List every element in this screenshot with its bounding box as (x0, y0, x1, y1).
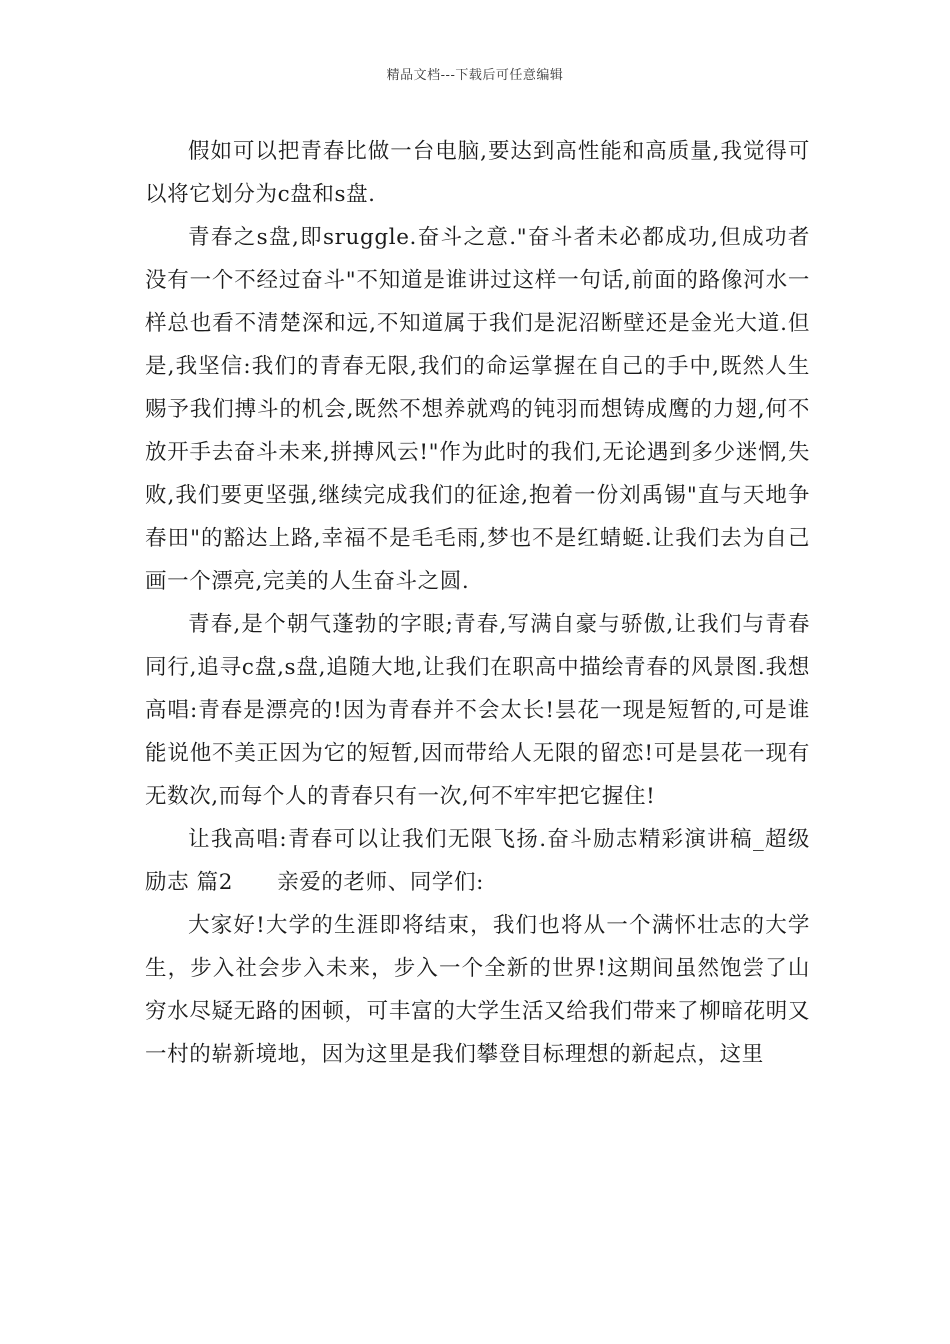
paragraph-4: 让我高唱:青春可以让我们无限飞扬.奋斗励志精彩演讲稿_超级励志 篇2 亲爱的老师、同学们: (145, 827, 810, 895)
paragraph-1: 假如可以把青春比做一台电脑,要达到高性能和高质量,我觉得可以将它划分为c盘和s盘. (145, 139, 810, 207)
page-header: 精品文档---下载后可任意编辑 (386, 68, 564, 83)
document-body (145, 130, 810, 1076)
paragraph-3: 青春,是个朝气蓬勃的字眼;青春,写满自豪与骄傲,让我们与青春同行,追寻c盘,s盘,追随大地,让我们在职高中描绘青春的风景图.我想高唱:青春是漂亮的!因为青春并不会太长!昙花一现是短暂的,可是谁能说他不美正因为它的短暂,因而带给人无限的留恋!可是昙花一现有无数次,而每个人的青春只有一次,何不牢牢把它握住! (145, 612, 810, 809)
paragraph-2: 青春之s盘,即sruggle.奋斗之意."奋斗者未必都成功,但成功者没有一个不经过奋斗"不知道是谁讲过这样一句话,前面的路像河水一样总也看不清楚深和远,不知道属于我们是泥沼断壁还是金光大道.但是,我坚信:我们的青春无限,我们的命运掌握在自己的手中,既然人生赐予我们搏斗的机会,既然不想养就鸡的钝羽而想铸成鹰的力翅,何不放开手去奋斗未来,拼搏风云!"作为此时的我们,无论遇到多少迷惘,失败,我们要更坚强,继续完成我们的征途,抱着一份刘禹锡"直与天地争春田"的豁达上路,幸福不是毛毛雨,梦也不是红蜻蜓.让我们去为自己画一个漂亮,完美的人生奋斗之圆. (145, 225, 810, 594)
paragraph-5: 大家好!大学的生涯即将结束，我们也将从一个满怀壮志的大学生，步入社会步入未来，步入一个全新的世界!这期间虽然饱尝了山穷水尽疑无路的困顿，可丰富的大学生活又给我们带来了柳暗花明又一村的崭新境地，因为这里是我们攀登目标理想的新起点，这里 (145, 913, 810, 1067)
